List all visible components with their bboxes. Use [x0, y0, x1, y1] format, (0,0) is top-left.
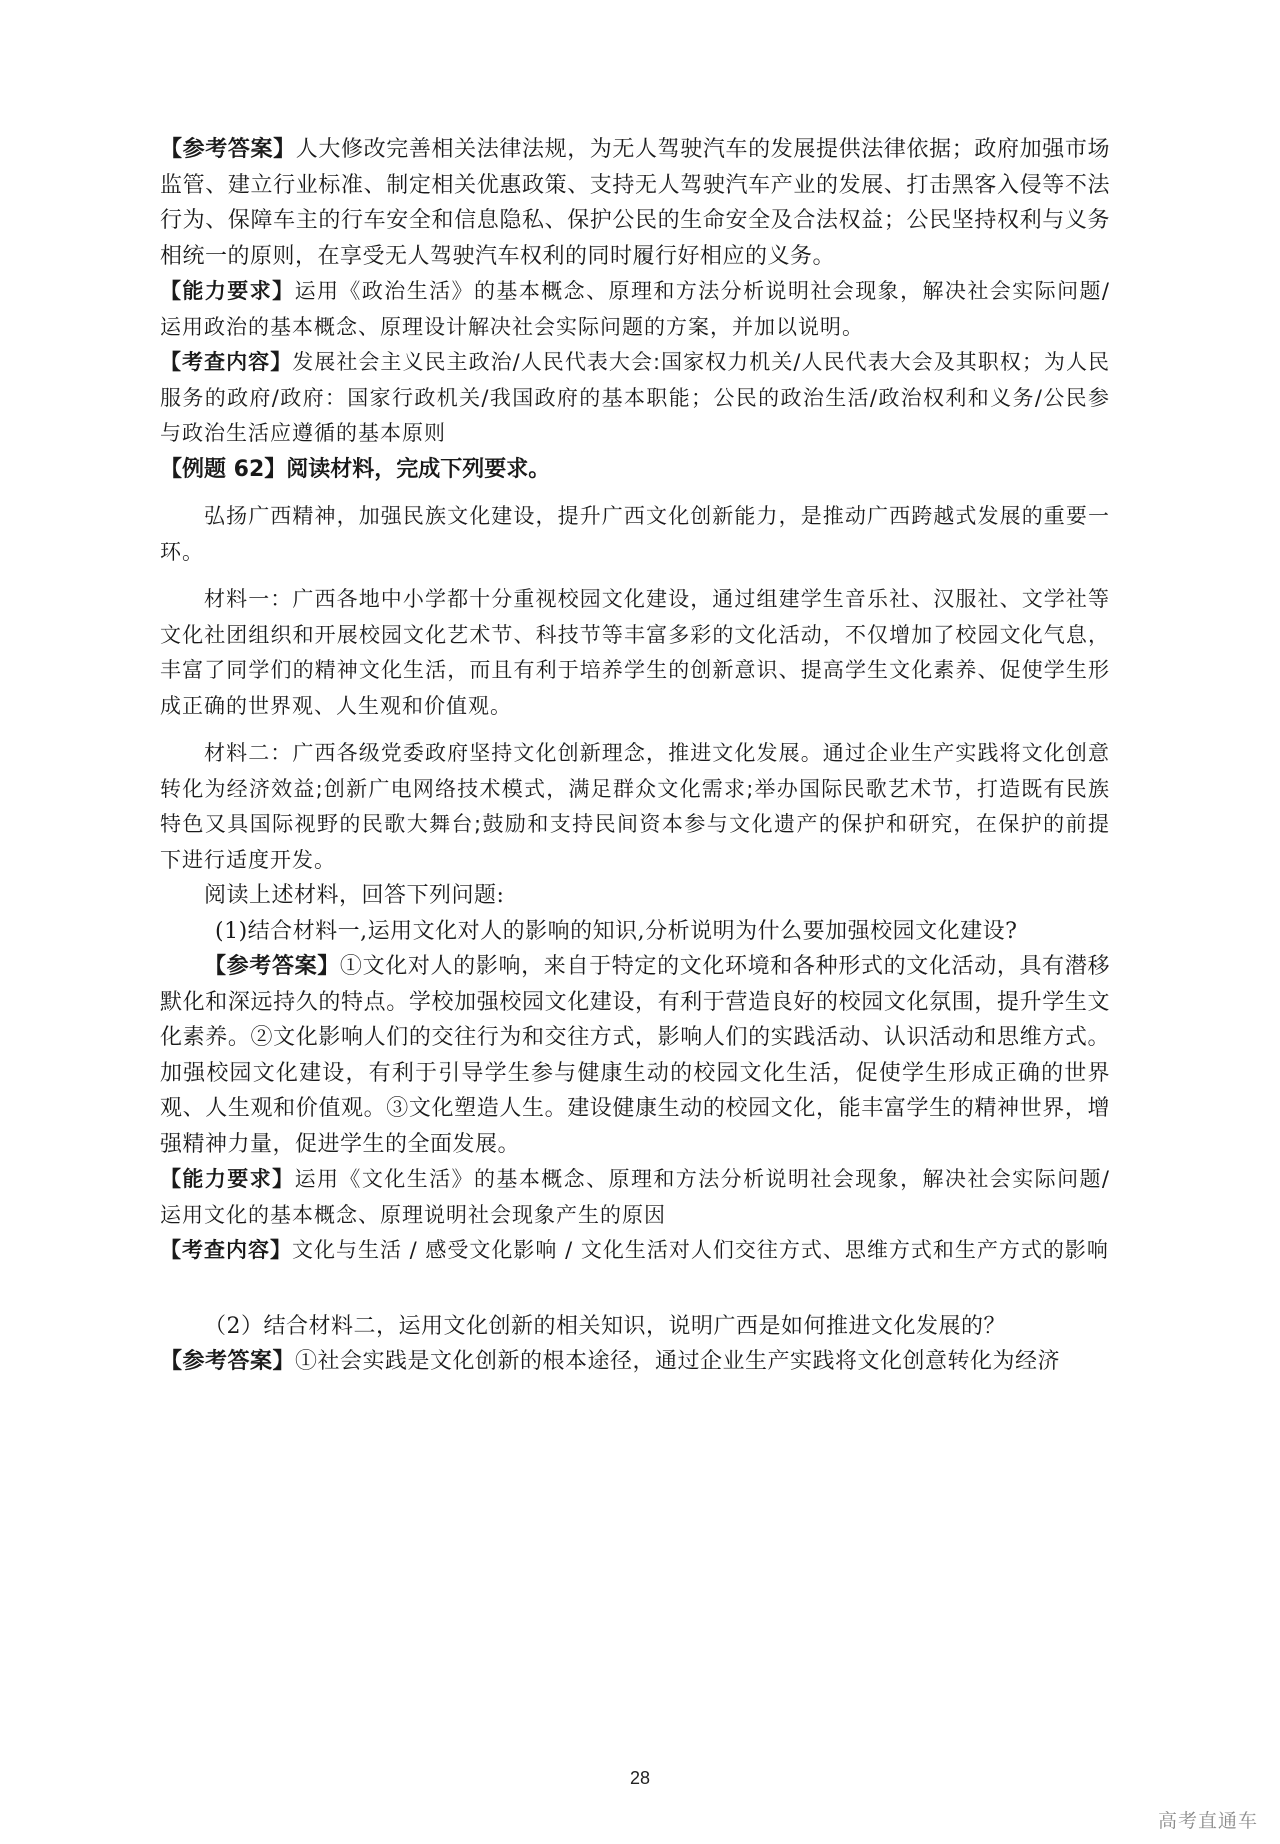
ability-text: 运用《政治生活》的基本概念、原理和方法分析说明社会现象，解决社会实际问题/运用政治的基本概念、原理设计解决社会实际问题的方案，并加以说明。: [160, 279, 1110, 339]
q1-answer-text: ①文化对人的影响，来自于特定的文化环境和各种形式的文化活动，具有潜移默化和深远持久的特点。学校加强校园文化建设，有利于营造良好的校园文化氛围，提升学生文化素养。②文化影响人们的交往行为和交往方式，影响人们的实践活动、认识活动和思维方式。加强校园文化建设，有利于引导学生参与健康生动的校园文化生活，促使学生形成正确的世界观、人生观和价值观。③文化塑造人生。建设健康生动的校园文化，能丰富学生的精神世界，增强精神力量，促进学生的全面发展。: [160, 954, 1110, 1157]
content-label: 【考查内容】: [160, 350, 293, 374]
q1-ability-text: 运用《文化生活》的基本概念、原理和方法分析说明社会现象，解决社会实际问题/运用文化的基本概念、原理说明社会现象产生的原因: [160, 1167, 1110, 1227]
ability-label: 【能力要求】: [160, 279, 295, 303]
question-one-ability: [160, 1162, 1110, 1233]
q1-answer-label: 【参考答案】: [204, 954, 340, 979]
example-heading: 【例题 62】阅读材料，完成下列要求。: [160, 456, 551, 482]
page-content: [160, 132, 1110, 1380]
example-intro: 弘扬广西精神，加强民族文化建设，提升广西文化创新能力，是推动广西跨越式发展的重要一环。: [160, 504, 1110, 564]
q1-content-text: 文化与生活 / 感受文化影响 / 文化生活对人们交往方式、思维方式和生产方式的影响: [292, 1238, 1109, 1262]
question-one-content: [160, 1233, 1110, 1269]
question-one-answer: [160, 949, 1110, 1162]
material-one: 材料一：广西各地中小学都十分重视校园文化建设，通过组建学生音乐社、汉服社、文学社等文化社团组织和开展校园文化艺术节、科技节等丰富多彩的文化活动，不仅增加了校园文化气息，丰富了同学们的精神文化生活，而且有利于培养学生的创新意识、提高学生文化素养、促使学生形成正确的世界观、人生观和价值观。: [160, 587, 1110, 718]
ability-paragraph: [160, 274, 1110, 345]
q1-content-label: 【考查内容】: [160, 1238, 292, 1262]
answer-paragraph: [160, 132, 1110, 274]
q1-ability-label: 【能力要求】: [160, 1167, 295, 1191]
q2-answer-label: 【参考答案】: [160, 1349, 296, 1374]
question-two: （2）结合材料二，运用文化创新的相关知识，说明广西是如何推进文化发展的？: [204, 1313, 1006, 1339]
answer-text: 人大修改完善相关法律法规，为无人驾驶汽车的发展提供法律依据；政府加强市场监管、建立行业标准、制定相关优惠政策、支持无人驾驶汽车产业的发展、打击黑客入侵等不法行为、保障车主的行车安全和信息隐私、保护公民的生命安全及合法权益；公民坚持权利与义务相统一的原则，在享受无人驾驶汽车权利的同时履行好相应的义务。: [160, 137, 1110, 269]
answer-label: 【参考答案】: [160, 137, 296, 162]
question-two-answer: [160, 1344, 1110, 1380]
content-paragraph: [160, 345, 1110, 452]
content-text: 发展社会主义民主政治/人民代表大会:国家权力机关/人民代表大会及其职权；为人民服务的政府/政府：国家行政机关/我国政府的基本职能；公民的政治生活/政治权利和义务/公民参与政治生活应遵循的基本原则: [160, 350, 1110, 445]
question-one: (1)结合材料一,运用文化对人的影响的知识,分析说明为什么要加强校园文化建设?: [215, 918, 1018, 944]
q2-answer-text: ①社会实践是文化创新的根本途径，通过企业生产实践将文化创意转化为经济: [295, 1349, 1061, 1374]
reading-prompt: 阅读上述材料，回答下列问题:: [204, 883, 505, 908]
page-number: 28: [629, 1768, 651, 1788]
material-two: 材料二：广西各级党委政府坚持文化创新理念，推进文化发展。通过企业生产实践将文化创意转化为经济效益;创新广电网络技术模式，满足群众文化需求;举办国际民歌艺术节，打造既有民族特色又具国际视野的民歌大舞台;鼓励和支持民间资本参与文化遗产的保护和研究，在保护的前提下进行适度开发。: [160, 741, 1110, 872]
watermark-text: 高考直通车: [1157, 1810, 1258, 1832]
